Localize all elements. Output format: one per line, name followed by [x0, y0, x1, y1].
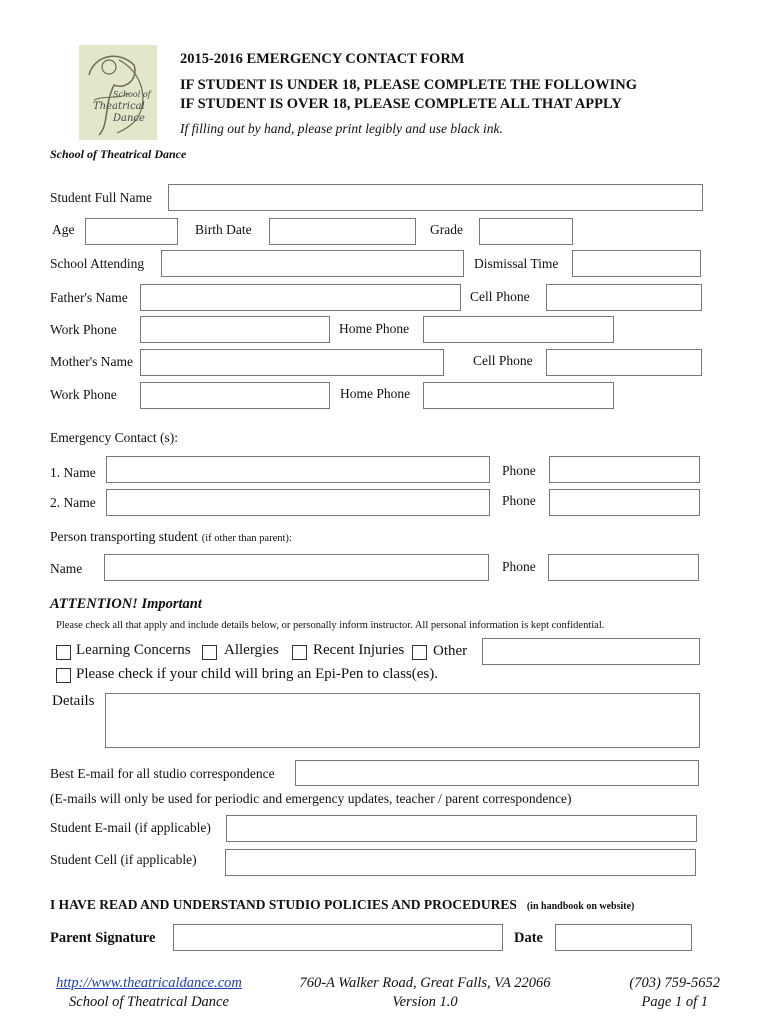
other-checkbox[interactable]: [412, 645, 427, 660]
details-label: Details: [52, 693, 95, 709]
dismissal-time-field[interactable]: [572, 250, 701, 277]
epipen-label: Please check if your child will bring an Epi-Pen to class(es).: [76, 666, 438, 682]
father-home-phone-label: Home Phone: [339, 321, 410, 336]
svg-text:Dance: Dance: [113, 113, 145, 124]
dismissal-time-label: Dismissal Time: [474, 256, 559, 271]
mother-cell-phone-label: Cell Phone: [473, 353, 533, 368]
mother-home-phone-field[interactable]: [423, 382, 614, 409]
emergency-name-1-label: 1. Name: [50, 465, 96, 480]
recent-injuries-label: Recent Injuries: [313, 642, 405, 658]
father-cell-phone-field[interactable]: [546, 284, 702, 311]
mothers-name-label: Mother's Name: [50, 354, 134, 369]
fathers-name-field[interactable]: [140, 284, 461, 311]
ink-note: If filling out by hand, please print legibly and use black ink.: [180, 121, 503, 136]
transporting-name-label: Name: [50, 561, 83, 576]
emergency-contacts-label: Emergency Contact (s):: [50, 430, 178, 445]
student-cell-label: Student Cell (if applicable): [50, 852, 197, 867]
svg-text:Theatrical: Theatrical: [93, 101, 145, 112]
attention-instructions: Please check all that apply and include details below, or personally inform instructor. All personal information is kept confidential.: [56, 620, 605, 631]
father-home-phone-field[interactable]: [423, 316, 614, 343]
learning-concerns-checkbox[interactable]: [56, 645, 71, 660]
agreement-line: [50, 896, 634, 914]
epipen-checkbox[interactable]: [56, 668, 71, 683]
fathers-name-label: Father's Name: [50, 290, 128, 305]
transporting-heading: [50, 528, 292, 546]
emergency-phone-1-label: Phone: [502, 463, 536, 478]
emergency-name-2-field[interactable]: [106, 489, 490, 516]
mother-work-phone-label: Work Phone: [50, 387, 117, 402]
age-field[interactable]: [85, 218, 178, 245]
allergies-label: Allergies: [224, 642, 279, 658]
footer-version: Version 1.0: [392, 994, 458, 1010]
school-attending-label: School Attending: [50, 256, 145, 271]
grade-field[interactable]: [479, 218, 573, 245]
footer-phone: (703) 759-5652: [629, 975, 720, 991]
date-label: Date: [514, 930, 543, 946]
transporting-name-field[interactable]: [104, 554, 489, 581]
footer-address: 760-A Walker Road, Great Falls, VA 22066: [299, 975, 551, 991]
footer-org: School of Theatrical Dance: [69, 994, 229, 1010]
agreement-statement: I HAVE READ AND UNDERSTAND STUDIO POLICIES AND PROCEDURES: [50, 897, 517, 912]
school-logo: [79, 45, 157, 140]
emergency-name-1-field[interactable]: [106, 456, 490, 483]
father-work-phone-label: Work Phone: [50, 322, 117, 337]
svg-text:School of: School of: [113, 90, 151, 99]
parent-signature-field[interactable]: [173, 924, 503, 951]
attention-heading: ATTENTION! Important: [50, 596, 202, 612]
student-full-name-label: Student Full Name: [50, 190, 152, 205]
best-email-field[interactable]: [295, 760, 699, 786]
emergency-name-2-label: 2. Name: [50, 495, 96, 510]
school-name: School of Theatrical Dance: [50, 147, 187, 161]
mother-work-phone-field[interactable]: [140, 382, 330, 409]
mother-cell-phone-field[interactable]: [546, 349, 702, 376]
form-title: 2015-2016 EMERGENCY CONTACT FORM: [180, 51, 465, 67]
recent-injuries-checkbox[interactable]: [292, 645, 307, 660]
other-field[interactable]: [482, 638, 700, 665]
other-label: Other: [433, 643, 468, 659]
father-work-phone-field[interactable]: [140, 316, 330, 343]
student-cell-field[interactable]: [225, 849, 696, 876]
instruction-over-18: IF STUDENT IS OVER 18, PLEASE COMPLETE ALL THAT APPLY: [180, 96, 622, 112]
father-cell-phone-label: Cell Phone: [470, 289, 530, 304]
parent-signature-label: Parent Signature: [50, 930, 156, 946]
date-field[interactable]: [555, 924, 692, 951]
birth-date-label: Birth Date: [195, 222, 252, 237]
transporting-phone-label: Phone: [502, 559, 536, 574]
email-usage-note: (E-mails will only be used for periodic and emergency updates, teacher / parent correspondence): [50, 791, 572, 806]
mother-home-phone-label: Home Phone: [340, 386, 411, 401]
transporting-note: (if other than parent):: [201, 533, 292, 544]
agreement-note: (in handbook on website): [526, 901, 635, 912]
transporting-label: Person transporting student: [50, 529, 198, 544]
learning-concerns-label: Learning Concerns: [76, 642, 191, 658]
allergies-checkbox[interactable]: [202, 645, 217, 660]
mothers-name-field[interactable]: [140, 349, 444, 376]
student-email-field[interactable]: [226, 815, 697, 842]
age-label: Age: [52, 222, 75, 237]
grade-label: Grade: [430, 222, 463, 237]
website-link[interactable]: http://www.theatricaldance.com: [56, 975, 242, 991]
school-attending-field[interactable]: [161, 250, 464, 277]
transporting-phone-field[interactable]: [548, 554, 699, 581]
student-email-label: Student E-mail (if applicable): [50, 820, 211, 835]
birth-date-field[interactable]: [269, 218, 416, 245]
footer-page: Page 1 of 1: [641, 994, 708, 1010]
best-email-label: Best E-mail for all studio correspondence: [50, 766, 275, 781]
emergency-phone-2-field[interactable]: [549, 489, 700, 516]
instruction-under-18: IF STUDENT IS UNDER 18, PLEASE COMPLETE THE FOLLOWING: [180, 77, 637, 93]
details-field[interactable]: [105, 693, 700, 748]
emergency-phone-1-field[interactable]: [549, 456, 700, 483]
student-full-name-field[interactable]: [168, 184, 703, 211]
emergency-phone-2-label: Phone: [502, 493, 536, 508]
